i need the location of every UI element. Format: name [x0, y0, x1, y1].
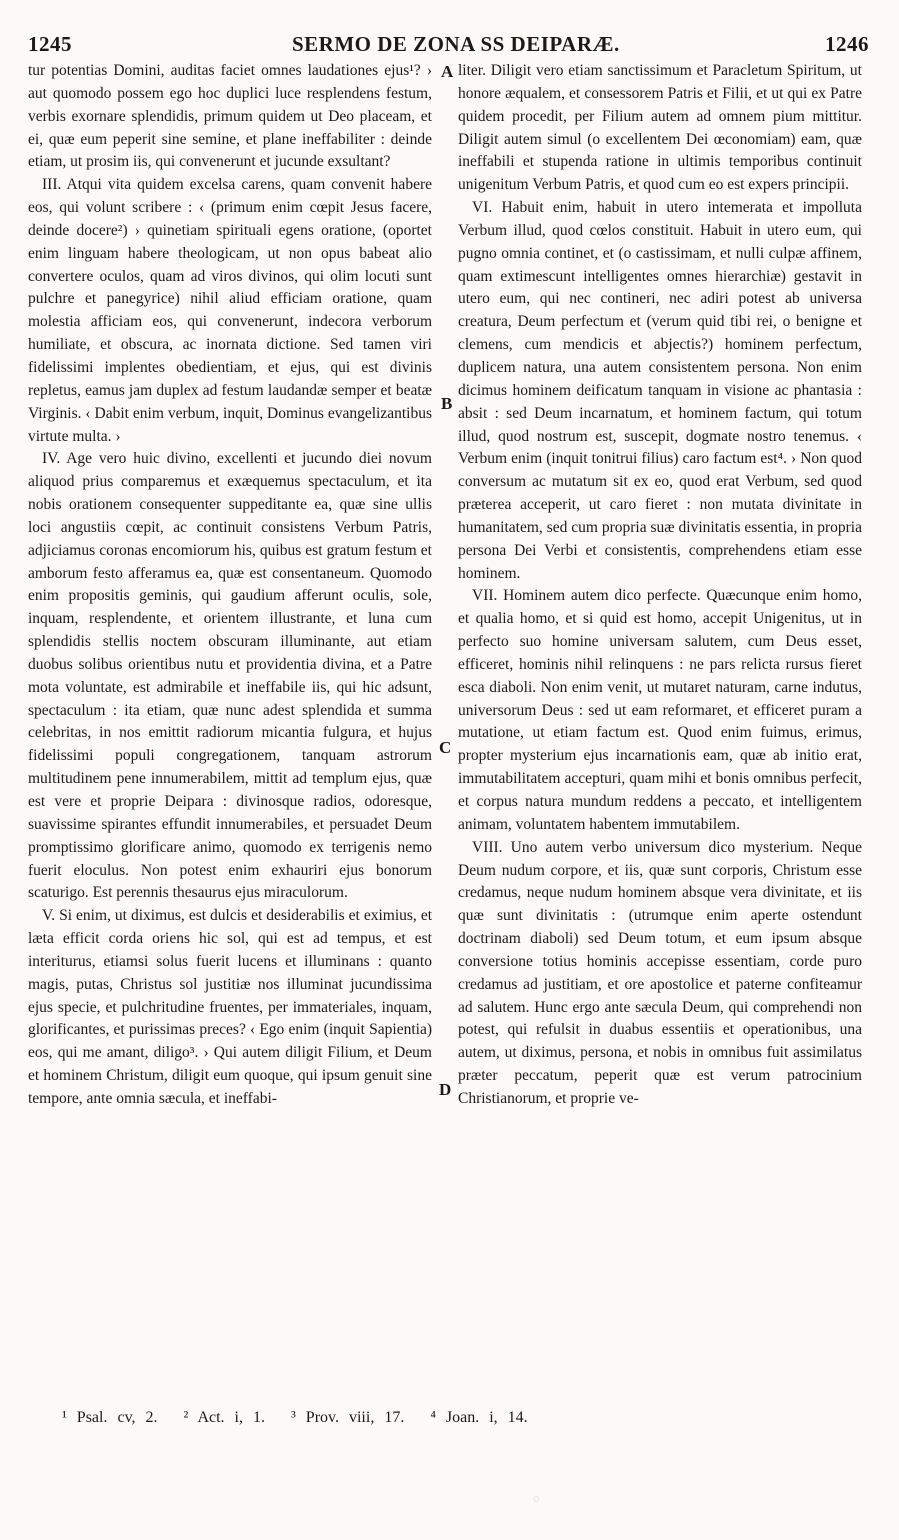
footnote: ¹ Psal. cv, 2. [62, 1409, 158, 1426]
paragraph: liter. Diligit vero etiam sanctissimum et Paracletum Spiritum, ut honore æqualem, et consessorem Patris et Filii, et ut qui ex Patre quidem procedit, per Filium autem ad omnem pium mittitur. Diligit autem simul (o excellentem Dei œconomiam) eam, quæ ineffabili et stupenda ratione in ultimis temporibus continuit unigenitum Verbum Patris, et quod cum eo est expers principii. [458, 62, 862, 194]
running-header [24, 32, 869, 60]
paragraph: IV. Age vero huic divino, excellenti et jucundo diei novum aliquod prius comparemus et exæquemus spectaculum, et ita nobis orationem consequenter suppeditante ea, quæ sine ullis loci angustiis cœpit, ac continuit consistens Verbum Patris, adjiciamus coronas encomiorum his, quibus est gratum festum et amborum festo afferamus ea, quæ est consentaneum. Quomodo enim propositis geminis, qui gaudium afferunt oculis, sole, inquam, resplendente, et orientem illustrante, et luna cum splendidis stellis noctem obscuram illuminante, aut etiam duobus solibus orientibus nutu et providentia divina, et a Patre mota voluntate, est admirabile et ineffabile iis, qui hic adsunt, spectaculum : ita etiam, quæ nunc adest splendida et summa celebritas, in nos emittit radiorum micantia fulgura, et hujus fidelissimi populi congregationem, tanquam astrorum multitudinem pene innumerabilem, mittit ad templum ejus, quæ est vere et proprie Deipara : divinosque radios, odoresque, suavissime spirantes effundit innumerabiles, et persuadet Deum promptissimo glorificare animo, quomodo ex terrigenis nemo fuerit eloculus. Non potest enim exhauriri ejus bonorum scaturigo. Est perennis thesaurus ejus miraculorum. [28, 450, 432, 902]
footnotes [62, 1409, 582, 1427]
section-marker: D [439, 1080, 452, 1099]
paragraph: VI. Habuit enim, habuit in utero intemerata et impolluta Verbum illud, quod cœlos constituit. Habuit in utero eum, qui pugno omnia continet, et (o castissimam, et nulli culpæ affinem, quam extimescunt intelligentes omnes hierarchiæ) gestavit in utero eum, qui nec contineri, nec adiri potest ab universa creatura, Deum perfectum et (verum quid tibi rei, o benigne et clemens, cum mendicis et abjectis?) hominem perfectum, duplicem natura, una autem consistentem persona. Non enim dicimus hominem deificatum tanquam in visione ac phantasia : absit : sed Deum incarnatum, et hominem factum, qui totum illud, quod nostrum est, suscepit, dogmate nostro tenemus. ‹ Verbum enim (inquit tonitrui filius) caro factum est⁴. › Non quod conversum ac mutatum sit ex eo, quod erat Verbum, sed quod præterea acceperit, ut caro fieret : non mutata divinitate in humanitatem, sed cum propria suæ divinitatis essentia, in propria persona Dei Verbi et consistentis, comprehendens etiam esse hominem. [458, 199, 862, 582]
ink-smudge: ◌ [533, 1493, 540, 1505]
paragraph: VIII. Uno autem verbo universum dico mysterium. Neque Deum nudum corpore, et iis, quæ sunt corporis, Christum esse credamus, neque nudum hominem absque vera divinitate, et iis quæ sunt divinitatis : (utrumque enim aperte ostendunt doctrinam diaboli) sed Deum totum, et eum ipsum absque conversione totius hominis accepisse essentiam, corde puro credamus ad justitiam, et ore apostolice et paterne confiteamur ad salutem. Hunc ergo ante sæcula Deum, qui comprehendi non potest, qui refulsit in duabus essentiis et operationibus, una autem, ut diximus, persona, et nobis in omnibus fuit assimilatus præter peccatum, peperit quæ est verum patrocinium Christianorum, et proprie ve- [458, 838, 862, 1107]
page-title: SERMO DE ZONA SS DEIPARÆ. [292, 32, 620, 56]
section-marker: B [441, 394, 453, 413]
page-number-right: 1246 [825, 32, 869, 56]
paragraph: III. Atqui vita quidem excelsa carens, quam convenit habere eos, qui volunt scribere : ‹ (primum enim cœpit Jesus facere, deinde docere²) › quinetiam spirituali egens oratione, (oportet enim linguam habere theologicam, ut non opus babeat alio convertere oculos, quam ad viros divinos, qui olim locuti sunt pulchre et panegyrice) nihil aliud efficiam oratione, quam molestia afficiam eos, qui convenerunt, indecora verborum humiliate, et obscura, ac inornata dictione. Sed tamen viri fidelissimi implentes obedientiam, et ejus, qui est divinis repletus, eamus jam duplex ad festum laudandæ semper et beatæ Virginis. ‹ Dabit enim verbum, inquit, Dominus evangelizantibus virtute multa. › [28, 176, 432, 445]
footnote: ² Act. i, 1. [183, 1409, 265, 1426]
paragraph: V. Si enim, ut diximus, est dulcis et desiderabilis et eximius, et læta efficit corda oriens hic sol, qui est ad tempus, et est interiturus, etiamsi solus fuerit lucens et illuminans : quanto magis, putas, Christus sol justitiæ nos illuminat jucundissima ejus specie, et pulchritudine fruentes, per immateriales, inquam, glorificantes, et purissimas preces? ‹ Ego enim (inquit Sapientia) eos, qui me amant, diligo³. › Qui autem diligit Filium, et Deum et hominem Christum, diligit eum quoque, qui ipsum genuit sine tempore, ante omnia sæcula, et ineffabi- [28, 907, 432, 1107]
footnote: ³ Prov. viii, 17. [291, 1409, 405, 1426]
footnote: ⁴ Joan. i, 14. [430, 1409, 528, 1426]
section-marker: A [441, 62, 454, 81]
right-column [458, 60, 862, 1111]
section-marker: C [439, 738, 452, 757]
paragraph: VII. Hominem autem dico perfecte. Quæcunque enim homo, et qualia homo, et si quid est homo, accepit Unigenitus, ut in perfecto suo homine universam salutem, cum Deus esset, efficeret, hominis nihil relinquens : ne pars relicta rursus fieret esca diaboli. Non enim venit, ut mutaret naturam, carne indutus, universorum Deus : sed ut eam reformaret, et efficeret puram a mutatione, ut etiam factum est. Quod enim fuimus, erimus, propter mysterium ejus incarnationis eam, quæ ab initio erat, immutabilitatem accepturi, quam mihi et bonis omnibus perfecit, et corpus natura mundum reddens a peccato, et intelligentem animam, voluntatem habentem immutabilem. [458, 587, 862, 833]
paragraph: tur potentias Domini, auditas faciet omnes laudationes ejus¹? › aut quomodo possem ego hoc duplici luce resplendens festum, verbis exornare splendidis, primum quidem ut Deo placeam, et ei, quæ eum peperit sine semine, et plane ineffabiliter : deinde etiam, ut prosim iis, qui convenerunt et jucunde exsultant? [28, 62, 432, 171]
left-column [28, 60, 432, 1111]
page-number-left: 1245 [28, 32, 72, 56]
